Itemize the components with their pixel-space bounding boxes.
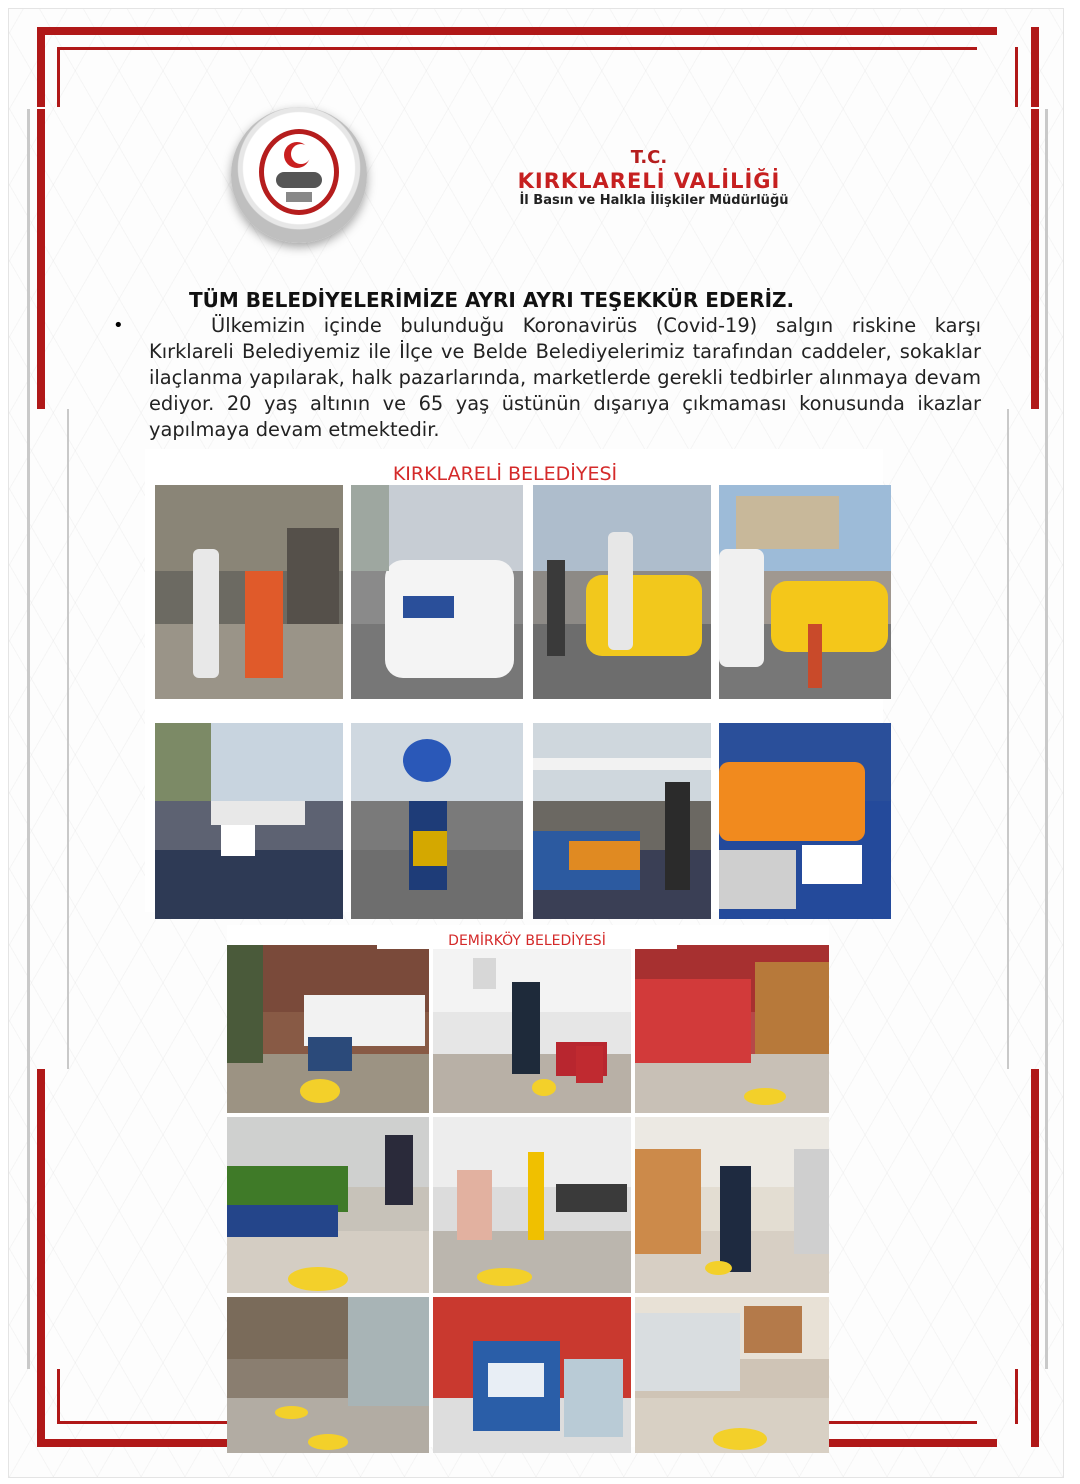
- kirklareli-collage: [145, 449, 883, 912]
- photo-open-market: [533, 723, 711, 919]
- photo-butcher-counter: [227, 945, 429, 1113]
- photo-oranges-stall: [719, 723, 891, 919]
- border-segment: [1031, 1069, 1039, 1369]
- article-paragraph: Ülkemizin içinde bulunduğu Koronavirüs (Covid-19) salgın riskine karşı Kırklareli Belediyemiz ile İlçe ve Belde Belediyelerimiz tarafından caddeler, sokaklar ilaçlanma yapılarak, halk pazarlarında, marketlerde gerekli tedbirler alınmaya devam ediyor. 20 yaş altının ve 65 yaş üstünün dışarıya çıkmaması konusunda ikazlar yapılmaya devam etmektedir.: [149, 314, 981, 441]
- photo-market-street: [155, 723, 343, 919]
- border-segment: [1015, 47, 1018, 107]
- photo-deli-counter: [635, 1297, 829, 1453]
- border-segment: [37, 1069, 45, 1369]
- border-segment: [37, 27, 997, 35]
- photo-entrance-floor: [227, 1297, 429, 1453]
- photo-officer-roadsign: [351, 723, 523, 919]
- photo-taxi-disinfection: [533, 485, 711, 699]
- border-segment: [57, 47, 60, 107]
- photo-shop-officer: [635, 1117, 829, 1293]
- collage-title: DEMİRKÖY BELEDİYESİ: [377, 933, 677, 949]
- border-segment: [37, 109, 45, 409]
- border-segment: [1031, 1369, 1039, 1447]
- photo-officer-office: [433, 945, 631, 1113]
- border-segment: [1015, 1369, 1018, 1424]
- photo-taxi-yellow: [719, 485, 891, 699]
- header-title: KIRKLARELİ VALİLİĞİ: [517, 169, 781, 193]
- photo-cafe-interior: [433, 1117, 631, 1293]
- crescent-icon: [284, 142, 310, 168]
- photo-disinfection-street: [155, 485, 343, 699]
- border-segment: [1031, 27, 1039, 107]
- photo-atm-pastry-shop: [433, 1297, 631, 1453]
- headline: TÜM BELEDİYELERİMİZE AYRI AYRI TEŞEKKÜR EDERİZ.: [189, 288, 795, 312]
- collage-title: KIRKLARELİ BELEDİYESİ: [392, 463, 618, 485]
- demirkoy-collage: [227, 925, 829, 1447]
- photo-produce-market: [227, 1117, 429, 1293]
- photo-grocery-shelves: [635, 945, 829, 1113]
- border-segment: [1031, 109, 1039, 409]
- bullet-icon: •: [113, 315, 124, 336]
- border-segment: [1007, 409, 1009, 1069]
- border-segment: [57, 47, 977, 50]
- border-segment: [37, 27, 45, 107]
- document-page: [8, 8, 1064, 1478]
- governorship-seal-logo: [231, 107, 367, 243]
- photo-traffic-police-car: [351, 485, 523, 699]
- border-segment: [67, 409, 69, 1069]
- border-segment: [37, 1369, 45, 1447]
- header-subtitle: İl Basın ve Halkla İlişkiler Müdürlüğü: [519, 193, 789, 208]
- header-tc: T.C.: [630, 147, 668, 168]
- border-segment: [27, 109, 30, 1369]
- border-segment: [57, 1369, 60, 1424]
- border-segment: [1045, 109, 1048, 1369]
